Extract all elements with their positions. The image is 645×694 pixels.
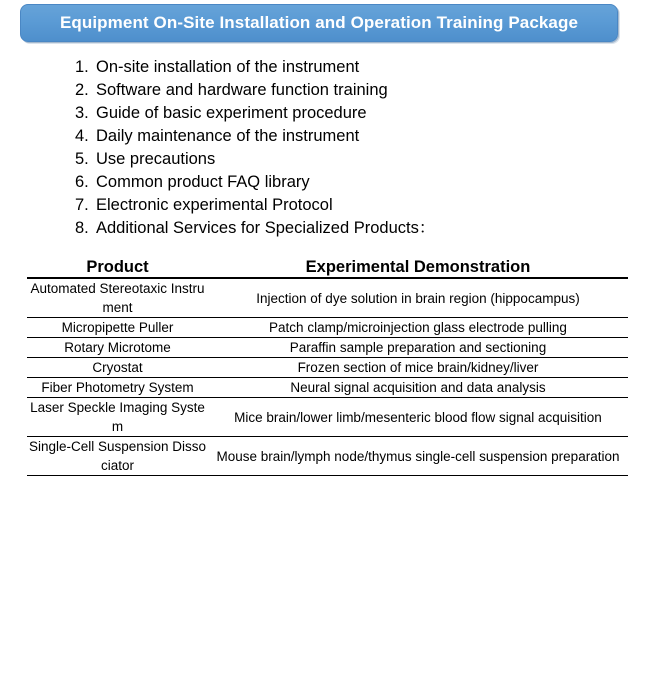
cell-product: Micropipette Puller — [27, 318, 208, 338]
list-item-number: 4. — [75, 127, 89, 145]
list-item — [75, 125, 645, 148]
cell-demonstration: Injection of dye solution in brain region (hippocampus) — [208, 278, 628, 318]
cell-demonstration: Mouse brain/lymph node/thymus single-cell suspension preparation — [208, 437, 628, 476]
table-body — [27, 278, 628, 476]
list-item — [75, 56, 645, 79]
column-header-product: Product — [27, 258, 208, 278]
list-item-label: Common product FAQ library — [96, 173, 310, 191]
list-item-number: 3. — [75, 104, 89, 122]
list-item-number: 5. — [75, 150, 89, 168]
cell-product: Cryostat — [27, 358, 208, 378]
table-row — [27, 318, 628, 338]
list-item-label: On-site installation of the instrument — [96, 58, 360, 76]
cell-product: Fiber Photometry System — [27, 378, 208, 398]
table-head — [27, 258, 628, 278]
list-item-label: Guide of basic experiment procedure — [96, 104, 367, 122]
title-banner — [20, 4, 618, 42]
list-item — [75, 194, 645, 217]
table-row — [27, 338, 628, 358]
table-row — [27, 358, 628, 378]
list-item-number: 1. — [75, 58, 89, 76]
cell-product: Single-Cell Suspension Dissociator — [27, 437, 208, 476]
list-item-label: Use precautions — [96, 150, 216, 168]
cell-demonstration: Neural signal acquisition and data analysis — [208, 378, 628, 398]
list-item-number: 8. — [75, 219, 89, 237]
list-item-label: Electronic experimental Protocol — [96, 196, 333, 214]
banner-container — [0, 0, 645, 42]
list-item-label: Additional Services for Specialized Products： — [96, 219, 436, 237]
list-item-number: 6. — [75, 173, 89, 191]
table-row — [27, 278, 628, 318]
cell-demonstration: Paraffin sample preparation and sectioning — [208, 338, 628, 358]
cell-demonstration: Frozen section of mice brain/kidney/liver — [208, 358, 628, 378]
list-item-label: Daily maintenance of the instrument — [96, 127, 360, 145]
list-item — [75, 217, 645, 240]
cell-demonstration: Mice brain/lower limb/mesenteric blood flow signal acquisition — [208, 398, 628, 437]
list-item-label: Software and hardware function training — [96, 81, 388, 99]
table-header-row — [27, 258, 628, 278]
list-item-number: 7. — [75, 196, 89, 214]
cell-product: Rotary Microtome — [27, 338, 208, 358]
table-row — [27, 378, 628, 398]
list-item-number: 2. — [75, 81, 89, 99]
cell-product: Automated Stereotaxic Instrument — [27, 278, 208, 318]
column-header-demonstration: Experimental Demonstration — [208, 258, 628, 278]
list-item — [75, 148, 645, 171]
cell-demonstration: Patch clamp/microinjection glass electrode pulling — [208, 318, 628, 338]
list-item — [75, 79, 645, 102]
specification-table-container — [0, 258, 645, 476]
table-row — [27, 437, 628, 476]
cell-product: Laser Speckle Imaging System — [27, 398, 208, 437]
table-row — [27, 398, 628, 437]
list-item — [75, 171, 645, 194]
service-list — [0, 56, 645, 240]
list-item — [75, 102, 645, 125]
product-demonstration-table — [27, 258, 628, 476]
banner-title-text: Equipment On-Site Installation and Operation Training Package — [59, 13, 579, 32]
